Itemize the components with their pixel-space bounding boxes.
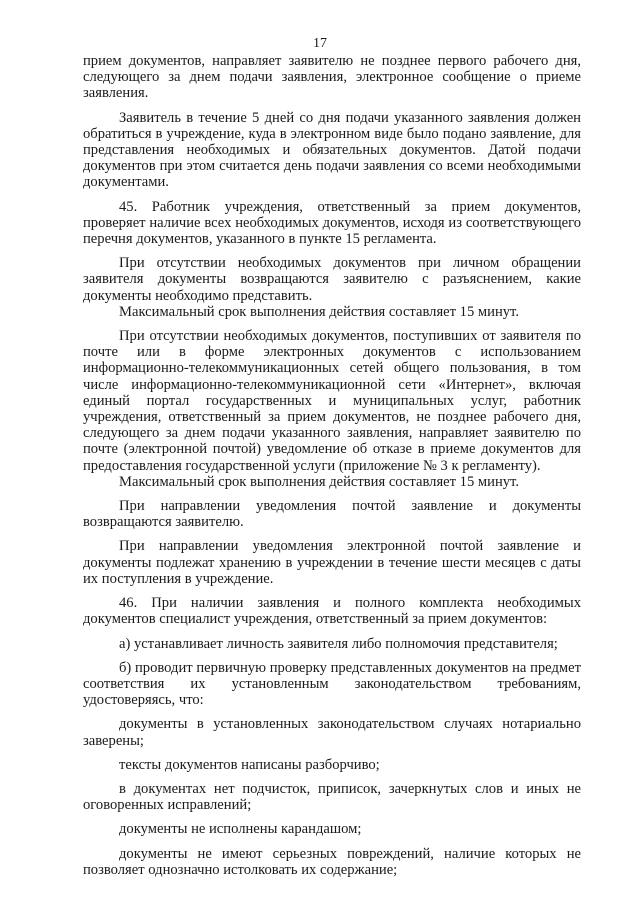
paragraph: Заявитель в течение 5 дней со дня подачи указанного заявления должен обратиться в учреждение, куда в электронном виде было подано заявление, для представления необходимых и обязательных документов. Датой подачи документов при этом считается день подачи заявления со всеми необходимыми документами. bbox=[83, 109, 581, 191]
paragraph: При отсутствии необходимых документов, поступивших от заявителя по почте или в форме электронных документов с использованием информационно-телекоммуникационных сетей общего пользования, в том числе информационно-телекоммуникационной сети «Интернет», включая единый портал государственных и муниципальных услуг, работник учреждения, ответственный за прием документов, не позднее рабочего дня, следующего за днем подачи указанного заявления, направляет заявителю по почте (электронной почтой) уведомление об отказе в приеме документов для предоставления государственной услуги (приложение № 3 к регламенту). bbox=[83, 328, 581, 474]
page-number: 17 bbox=[313, 36, 327, 51]
paragraph: а) устанавливает личность заявителя либо полномочия представителя; bbox=[119, 635, 558, 652]
paragraph: б) проводит первичную проверку представленных документов на предмет соответствия их установленным законодательством требованиям, удостоверяясь, что: bbox=[83, 659, 581, 709]
paragraph: Максимальный срок выполнения действия составляет 15 минут. bbox=[119, 473, 519, 490]
document-body bbox=[83, 53, 581, 878]
paragraph: 46. При наличии заявления и полного комплекта необходимых документов специалист учреждения, ответственный за прием документов: bbox=[83, 595, 581, 628]
paragraph: тексты документов написаны разборчиво; bbox=[119, 756, 380, 773]
paragraph: При направлении уведомления почтой заявление и документы возвращаются заявителю. bbox=[83, 498, 581, 531]
paragraph: При отсутствии необходимых документов при личном обращении заявителя документы возвращаются заявителю с разъяснением, какие документы необходимо представить. bbox=[83, 255, 581, 304]
paragraph: Максимальный срок выполнения действия составляет 15 минут. bbox=[119, 303, 519, 320]
paragraph: При направлении уведомления электронной почтой заявление и документы подлежат хранению в учреждении в течение шести месяцев с даты их поступления в учреждение. bbox=[83, 538, 581, 587]
paragraph: в документах нет подчисток, приписок, зачеркнутых слов и иных не оговоренных исправлений; bbox=[83, 780, 581, 814]
paragraph: документы не имеют серьезных повреждений, наличие которых не позволяет однозначно истолковать их содержание; bbox=[83, 845, 581, 878]
paragraph: документы в установленных законодательством случаях нотариально заверены; bbox=[83, 716, 581, 749]
paragraph: документы не исполнены карандашом; bbox=[119, 821, 362, 838]
paragraph: 45. Работник учреждения, ответственный за прием документов, проверяет наличие всех необходимых документов, исходя из соответствующего перечня документов, указанного в пункте 15 регламента. bbox=[83, 198, 581, 248]
paragraph: прием документов, направляет заявителю не позднее первого рабочего дня, следующего за днем подачи заявления, электронное сообщение о приеме заявления. bbox=[83, 53, 581, 102]
